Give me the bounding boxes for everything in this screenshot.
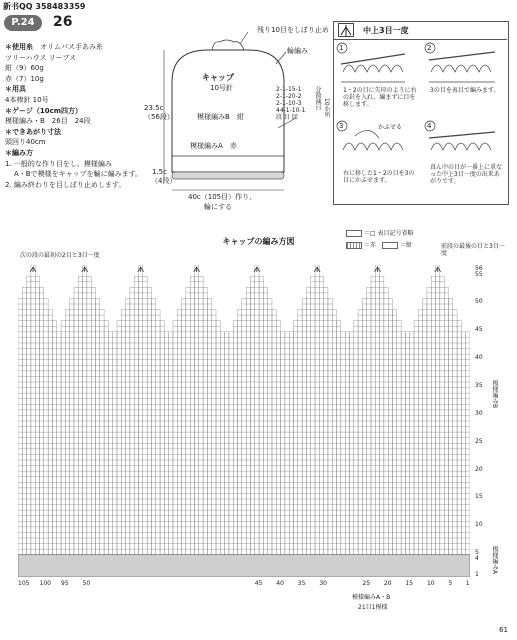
pattern-b-label: 模様編みB 紺 [197,113,244,121]
step-number: 1 [339,44,344,52]
method-label: ＊編み方 [5,148,33,157]
step1a: 1. 一般的な作り目をし、模様編み [5,159,112,168]
legend-swatch-navy [382,242,398,249]
legend-swatch-red [346,242,362,249]
technique-step-1: 1・2の目に矢印のように右の針を入れ、編まずに目を移します。 [343,87,417,108]
tools-label: ＊用具 [5,85,26,94]
legend-1-text: ＝□ 表目記号省略 [363,230,414,237]
height-rows: （56段） [144,113,174,121]
decrease-line: 44-1-10-1 [276,107,306,114]
technique-step-2: 3の目を表目で編みます。 [430,87,500,94]
legend-3 [382,242,412,249]
used-value: オリムパス手あみ糸 [40,43,103,51]
step-number: 4 [427,122,432,130]
bottom-note-2: 輪にする [204,203,232,211]
k3tog-center-symbol-icon [338,23,354,37]
step-number: 3 [339,122,344,130]
tools-value: 4本棒針 10号 [5,95,49,104]
step-number: 2 [427,44,432,52]
legend-3-text: ＝紺 [399,242,412,249]
size-value: 頭回り40cm [5,138,46,147]
decrease-line: 2-1-15-1 [276,86,302,93]
step2: 2. 編み終わりを目しぼり止めします。 [5,180,126,189]
page-badge: P.24 [4,15,42,31]
decrease-label: 分散減目 [314,86,321,110]
pattern-number: 26 [53,14,73,30]
chart-note-left: 次の段の最初の2目と3目一度 [20,252,100,259]
gauge-label: ＊ゲージ（10cm四方） [5,106,83,115]
decrease-places: 10か所 [323,98,330,118]
materials-block [5,42,155,190]
size-label: ＊できあがり寸法 [5,127,61,136]
gauge-value: 模様編み・B 26目 24段 [5,117,91,126]
rib-height: 1.5c [152,168,167,176]
decrease-line: 段 目 回 [276,114,298,121]
color1: 紺（9）60g [5,64,44,73]
height-label: 23.5c [144,104,164,112]
technique-header [333,21,507,40]
loop-note: 輪編み [287,47,308,55]
decrease-line: 2-1-10-3 [276,100,302,107]
legend-2 [346,242,376,249]
used-label: ＊使用糸 [5,43,33,51]
bottom-note-1: 40c（105目）作り、 [188,193,257,201]
technique-title: 中上3目一度 [363,26,409,35]
decrease-line: 2-1-20-2 [276,93,302,100]
rib-rows: （4段） [151,177,177,185]
schematic-needle: 10号針 [210,84,233,92]
legend-2-text: ＝赤 [363,242,376,249]
yarn-line: ツリーハウス リーブス [5,53,77,62]
color2: 赤（7）10g [5,74,44,83]
decrease-table [276,86,310,121]
legend-1 [346,230,414,237]
technique-step-4: 真ん中の目が一番上に重なった中上3目一度の出来あがりです。 [430,164,503,185]
watermark: 新书QQ 358483359 [3,2,86,11]
top-note: 残り10目をしぼり止め [257,26,329,34]
chart-note-right: 前段の最後の目と3目一度 [441,243,505,257]
cover-arrow-label: かぶせる [378,124,403,131]
chart-title: キャップの編み方図 [222,237,295,246]
schematic-title: キャップ [202,73,234,82]
stitch-chart [18,265,470,577]
step1b: A・Bで模様をキャップを輪に編みます。 [14,170,143,179]
legend-swatch-knit [346,230,362,237]
pattern-a-label: 模様編みA 赤 [190,142,237,150]
technique-step-3: 右に移した1・2の目を3の目にかぶせます。 [343,170,415,184]
